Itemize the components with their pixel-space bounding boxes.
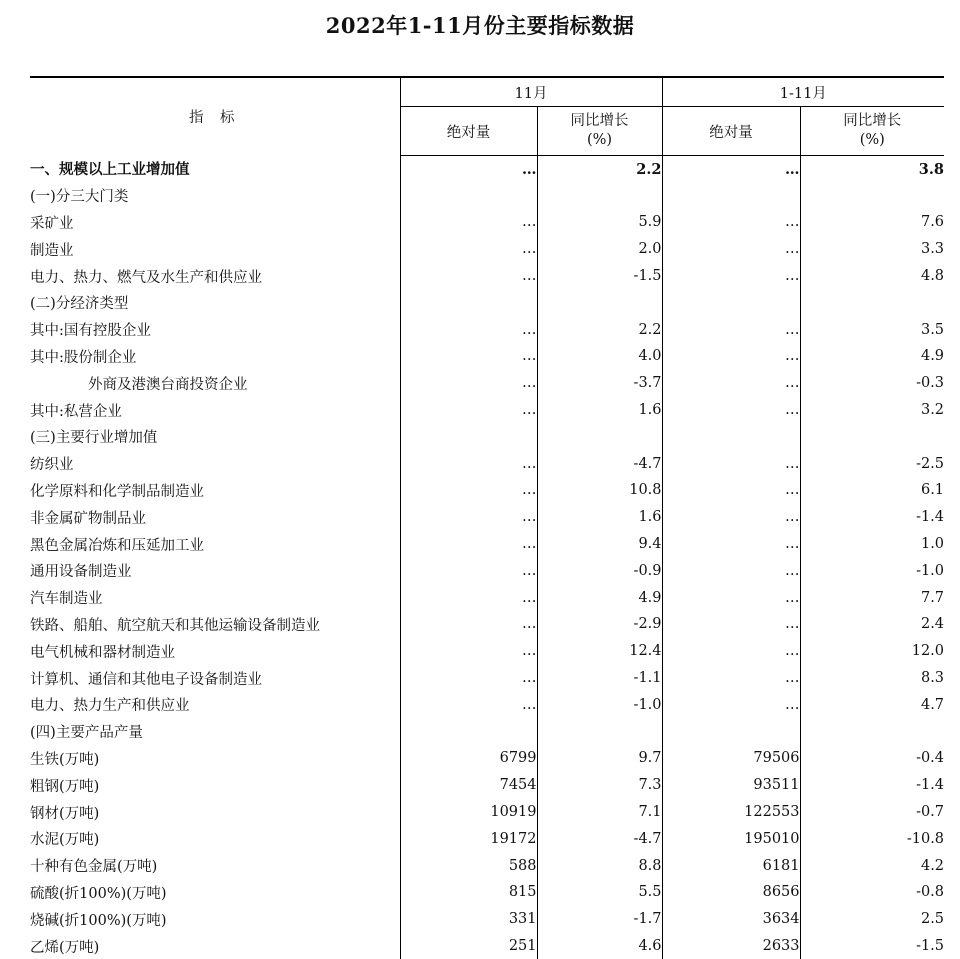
ytd-yoy-value: 2.4 xyxy=(800,611,944,638)
month-yoy-value: -1.1 xyxy=(537,665,662,692)
month-yoy-value: -1.7 xyxy=(537,906,662,933)
table-row xyxy=(30,665,944,692)
month-absolute-value: … xyxy=(400,557,537,584)
month-absolute-value xyxy=(400,718,537,745)
month-yoy-value: 5.5 xyxy=(537,879,662,906)
indicator-name: 汽车制造业 xyxy=(30,591,103,608)
ytd-yoy-value: -2.5 xyxy=(800,450,944,477)
document-title: 2022年1-11月份主要指标数据 xyxy=(325,13,635,38)
ytd-absolute-value: … xyxy=(662,477,800,504)
month-absolute-value: 251 xyxy=(400,933,537,959)
ytd-yoy-value: 4.8 xyxy=(800,263,944,290)
table-row xyxy=(30,879,944,906)
table-row xyxy=(30,182,944,209)
ytd-yoy-value: 6.1 xyxy=(800,477,944,504)
indicator-name: 十种有色金属(万吨) xyxy=(30,859,158,876)
indicator-name: 其中:股份制企业 xyxy=(30,349,137,366)
table-row xyxy=(30,209,944,236)
yoy-header-unit: (%) xyxy=(586,132,613,148)
yoy-header-unit: (%) xyxy=(859,132,885,148)
indicator-name: (一)分三大门类 xyxy=(30,189,129,206)
ytd-yoy-value: 8.3 xyxy=(800,665,944,692)
indicator-name: (三)主要行业增加值 xyxy=(30,430,158,447)
ytd-yoy-value: 3.8 xyxy=(800,156,944,183)
ytd-yoy-value: 4.2 xyxy=(800,852,944,879)
indicator-name: 黑色金属冶炼和压延加工业 xyxy=(30,537,204,554)
month-absolute-value: … xyxy=(400,611,537,638)
ytd-absolute-value: … xyxy=(662,638,800,665)
month-yoy-value xyxy=(537,182,662,209)
table-row xyxy=(30,423,944,450)
indicator-name: 电气机械和器材制造业 xyxy=(30,644,175,661)
table-row xyxy=(30,557,944,584)
month-absolute-header: 绝对量 xyxy=(400,107,537,156)
ytd-absolute-value: … xyxy=(662,236,800,263)
month-absolute-value xyxy=(400,423,537,450)
yoy-header-line1: 同比增长 xyxy=(843,113,902,129)
ytd-absolute-value: … xyxy=(662,343,800,370)
ytd-absolute-value: … xyxy=(662,316,800,343)
ytd-absolute-value: 6181 xyxy=(662,852,800,879)
month-yoy-value: -0.9 xyxy=(537,557,662,584)
indicator-name: 铁路、船舶、航空航天和其他运输设备制造业 xyxy=(30,617,320,634)
month-yoy-value xyxy=(537,423,662,450)
indicator-name: 硫酸(折100%)(万吨) xyxy=(30,885,167,902)
month-absolute-value: 588 xyxy=(400,852,537,879)
table-row xyxy=(30,531,944,558)
month-absolute-value: … xyxy=(400,531,537,558)
indicator-name: 粗钢(万吨) xyxy=(30,778,100,795)
indicator-name: 烧碱(折100%)(万吨) xyxy=(30,912,167,929)
indicator-name: 制造业 xyxy=(30,242,74,259)
ytd-absolute-value: … xyxy=(662,504,800,531)
ytd-yoy-value: 1.0 xyxy=(800,531,944,558)
month-absolute-value: … xyxy=(400,477,537,504)
month-absolute-value: 6799 xyxy=(400,745,537,772)
table-row xyxy=(30,691,944,718)
month-absolute-value: 19172 xyxy=(400,825,537,852)
ytd-absolute-value xyxy=(662,289,800,316)
ytd-yoy-value xyxy=(800,289,944,316)
indicator-name: 其中:国有控股企业 xyxy=(30,323,151,340)
indicator-name: 通用设备制造业 xyxy=(30,564,132,581)
ytd-absolute-value: … xyxy=(662,397,800,424)
ytd-absolute-value: … xyxy=(662,557,800,584)
month-yoy-value: 1.6 xyxy=(537,504,662,531)
ytd-yoy-value xyxy=(800,182,944,209)
month-yoy-value: 4.6 xyxy=(537,933,662,959)
month-yoy-value: 5.9 xyxy=(537,209,662,236)
ytd-absolute-value: 195010 xyxy=(662,825,800,852)
table-row xyxy=(30,852,944,879)
indicator-name: 计算机、通信和其他电子设备制造业 xyxy=(30,671,262,688)
indicator-column-header: 指 标 xyxy=(188,110,241,127)
table-row xyxy=(30,477,944,504)
ytd-absolute-value: 93511 xyxy=(662,772,800,799)
ytd-yoy-value xyxy=(800,423,944,450)
month-absolute-value: … xyxy=(400,450,537,477)
ytd-yoy-value: -0.7 xyxy=(800,799,944,826)
month-yoy-value: 12.4 xyxy=(537,638,662,665)
month-absolute-value: … xyxy=(400,665,537,692)
month-yoy-value xyxy=(537,718,662,745)
month-absolute-value: … xyxy=(400,584,537,611)
indicator-name: 生铁(万吨) xyxy=(30,751,100,768)
month-yoy-value: -1.5 xyxy=(537,263,662,290)
table-row xyxy=(30,343,944,370)
month-absolute-value: … xyxy=(400,263,537,290)
month-absolute-value xyxy=(400,289,537,316)
indicators-table xyxy=(30,76,944,959)
month-yoy-value: -4.7 xyxy=(537,450,662,477)
ytd-yoy-value: 2.5 xyxy=(800,906,944,933)
month-yoy-value: -2.9 xyxy=(537,611,662,638)
month-yoy-value: -1.0 xyxy=(537,691,662,718)
indicator-name: 电力、热力生产和供应业 xyxy=(30,698,190,715)
month-yoy-value: 8.8 xyxy=(537,852,662,879)
ytd-yoy-value xyxy=(800,718,944,745)
ytd-yoy-value: 3.3 xyxy=(800,236,944,263)
table-row xyxy=(30,263,944,290)
month-yoy-value: 9.4 xyxy=(537,531,662,558)
indicator-name: 纺织业 xyxy=(30,457,74,474)
ytd-absolute-value: … xyxy=(662,665,800,692)
indicator-name: 化学原料和化学制品制造业 xyxy=(30,483,204,500)
table-row xyxy=(30,906,944,933)
ytd-yoy-header xyxy=(800,107,944,156)
month-absolute-value: 331 xyxy=(400,906,537,933)
ytd-absolute-value: … xyxy=(662,156,800,183)
indicator-name: 乙烯(万吨) xyxy=(30,939,100,956)
month-absolute-value: … xyxy=(400,638,537,665)
indicator-name: 采矿业 xyxy=(30,215,74,232)
month-yoy-value: -4.7 xyxy=(537,825,662,852)
month-absolute-value xyxy=(400,182,537,209)
ytd-yoy-value: -10.8 xyxy=(800,825,944,852)
ytd-yoy-value: -0.3 xyxy=(800,370,944,397)
table-row xyxy=(30,504,944,531)
indicator-name: 电力、热力、燃气及水生产和供应业 xyxy=(30,269,262,286)
indicator-name: 非金属矿物制品业 xyxy=(30,510,146,527)
indicator-name: (四)主要产品产量 xyxy=(30,725,143,742)
indicator-name: 外商及港澳台商投资企业 xyxy=(88,376,248,393)
indicator-name: 钢材(万吨) xyxy=(30,805,100,822)
ytd-absolute-value xyxy=(662,182,800,209)
month-yoy-value: 7.1 xyxy=(537,799,662,826)
month-absolute-value: … xyxy=(400,316,537,343)
table-row xyxy=(30,236,944,263)
ytd-absolute-value xyxy=(662,718,800,745)
month-group-header: 11月 xyxy=(400,77,662,107)
ytd-absolute-header: 绝对量 xyxy=(662,107,800,156)
table-row xyxy=(30,584,944,611)
ytd-yoy-value: 12.0 xyxy=(800,638,944,665)
ytd-absolute-value: 2633 xyxy=(662,933,800,959)
month-yoy-value: 1.6 xyxy=(537,397,662,424)
indicator-name: 其中:私营企业 xyxy=(30,403,122,420)
month-yoy-value: 4.0 xyxy=(537,343,662,370)
month-absolute-value: 815 xyxy=(400,879,537,906)
ytd-absolute-value: … xyxy=(662,584,800,611)
ytd-yoy-value: 4.7 xyxy=(800,691,944,718)
table-row xyxy=(30,316,944,343)
ytd-yoy-value: -0.4 xyxy=(800,745,944,772)
table-row xyxy=(30,397,944,424)
table-row xyxy=(30,450,944,477)
indicator-name: 一、规模以上工业增加值 xyxy=(30,161,190,179)
table-header xyxy=(30,77,944,156)
month-yoy-value: -3.7 xyxy=(537,370,662,397)
yoy-header-line1: 同比增长 xyxy=(570,113,629,129)
ytd-yoy-value: -1.5 xyxy=(800,933,944,959)
month-yoy-header xyxy=(537,107,662,156)
table-row xyxy=(30,156,944,183)
month-yoy-value: 9.7 xyxy=(537,745,662,772)
ytd-yoy-value: 7.7 xyxy=(800,584,944,611)
table-row xyxy=(30,638,944,665)
ytd-absolute-value: … xyxy=(662,370,800,397)
month-absolute-value: … xyxy=(400,156,537,183)
table-row xyxy=(30,289,944,316)
ytd-yoy-value: -1.4 xyxy=(800,504,944,531)
ytd-yoy-value: -0.8 xyxy=(800,879,944,906)
ytd-absolute-value: … xyxy=(662,611,800,638)
ytd-absolute-value: … xyxy=(662,450,800,477)
month-absolute-value: … xyxy=(400,343,537,370)
ytd-absolute-value: … xyxy=(662,263,800,290)
ytd-absolute-value: … xyxy=(662,691,800,718)
month-absolute-value: 7454 xyxy=(400,772,537,799)
ytd-absolute-value: … xyxy=(662,531,800,558)
ytd-absolute-value xyxy=(662,423,800,450)
month-absolute-value: … xyxy=(400,209,537,236)
month-yoy-value: 10.8 xyxy=(537,477,662,504)
table-row xyxy=(30,718,944,745)
month-yoy-value: 7.3 xyxy=(537,772,662,799)
month-absolute-value: … xyxy=(400,236,537,263)
month-absolute-value: … xyxy=(400,370,537,397)
month-absolute-value: … xyxy=(400,691,537,718)
ytd-absolute-value: … xyxy=(662,209,800,236)
month-yoy-value xyxy=(537,289,662,316)
month-yoy-value: 2.2 xyxy=(537,316,662,343)
table-row xyxy=(30,825,944,852)
ytd-absolute-value: 3634 xyxy=(662,906,800,933)
ytd-group-header: 1-11月 xyxy=(662,77,944,107)
ytd-absolute-value: 122553 xyxy=(662,799,800,826)
table-row xyxy=(30,745,944,772)
month-absolute-value: 10919 xyxy=(400,799,537,826)
table-body xyxy=(30,156,944,959)
ytd-yoy-value: 3.2 xyxy=(800,397,944,424)
ytd-absolute-value: 8656 xyxy=(662,879,800,906)
table-row xyxy=(30,933,944,959)
table-row xyxy=(30,772,944,799)
month-absolute-value: … xyxy=(400,397,537,424)
table-row xyxy=(30,799,944,826)
month-yoy-value: 4.9 xyxy=(537,584,662,611)
month-yoy-value: 2.0 xyxy=(537,236,662,263)
table-row xyxy=(30,370,944,397)
indicator-name: 水泥(万吨) xyxy=(30,832,100,849)
ytd-absolute-value: 79506 xyxy=(662,745,800,772)
month-absolute-value: … xyxy=(400,504,537,531)
ytd-yoy-value: 3.5 xyxy=(800,316,944,343)
table-row xyxy=(30,611,944,638)
ytd-yoy-value: -1.4 xyxy=(800,772,944,799)
ytd-yoy-value: 4.9 xyxy=(800,343,944,370)
ytd-yoy-value: -1.0 xyxy=(800,557,944,584)
month-yoy-value: 2.2 xyxy=(537,156,662,183)
indicator-name: (二)分经济类型 xyxy=(30,296,129,313)
ytd-yoy-value: 7.6 xyxy=(800,209,944,236)
